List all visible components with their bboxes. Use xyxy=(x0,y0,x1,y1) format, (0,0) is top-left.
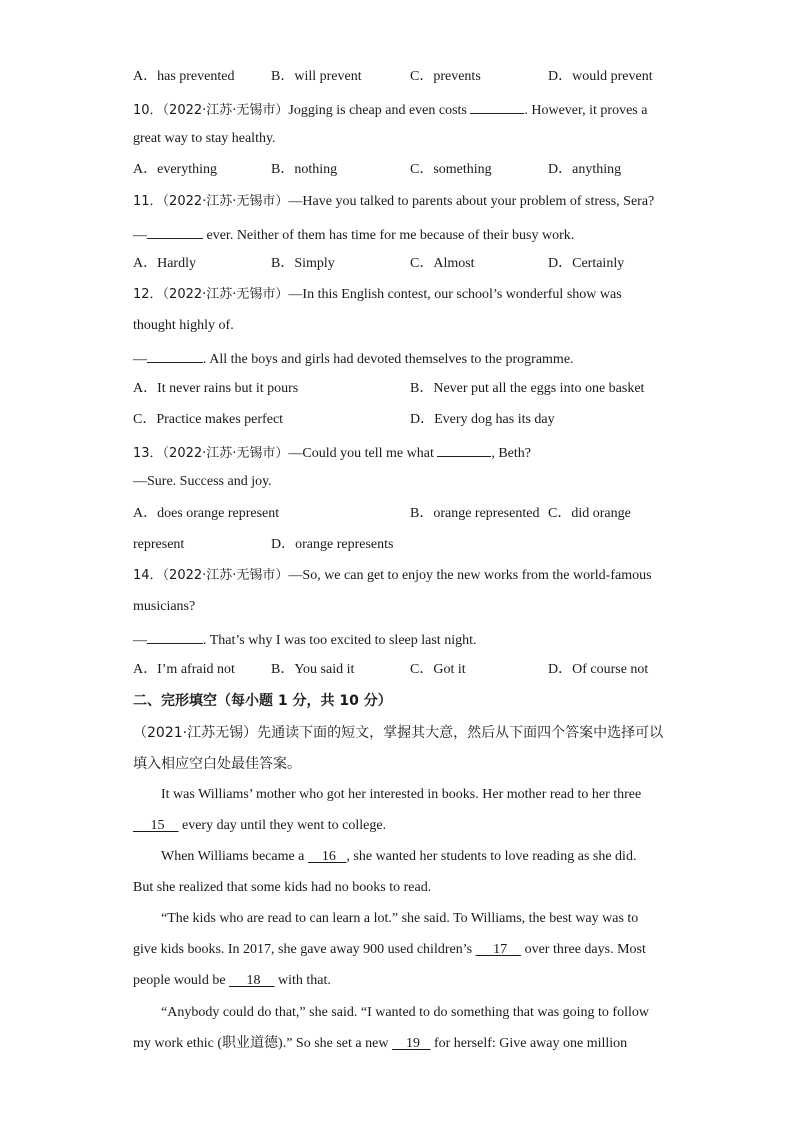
q13-answer-line: —Sure. Success and joy. xyxy=(133,474,272,489)
q13-option-b[interactable]: B．orange represented xyxy=(410,506,540,521)
q10-text-1: Jogging is cheap and even costs xyxy=(288,103,467,118)
q12-blank[interactable] xyxy=(147,348,203,363)
q13-source: 13．（2022·江苏·无锡市） xyxy=(133,446,289,461)
passage-line-1: It was Williams’ mother who got her interested in books. Her mother read to her three xyxy=(161,787,642,802)
blank-17[interactable]: 17 xyxy=(493,942,508,957)
q14-option-a[interactable]: A．I’m afraid not xyxy=(133,662,235,677)
q11-dash: — xyxy=(133,228,147,243)
q12-stem-cont: thought highly of. xyxy=(133,318,234,333)
passage-line-5: “The kids who are read to can learn a lot.” she said. To Williams, the best way was to xyxy=(161,911,639,926)
q13-option-c[interactable]: C．did orange xyxy=(548,506,631,521)
q9-option-c[interactable]: C．prevents xyxy=(410,69,481,84)
q12-answer-line xyxy=(133,348,663,369)
q11-option-b[interactable]: B．Simply xyxy=(271,256,335,271)
passage-line-4: But she realized that some kids had no books to read. xyxy=(133,880,432,895)
q14-source: 14．（2022·江苏·无锡市） xyxy=(133,568,289,583)
blank-16[interactable]: 16 xyxy=(321,849,336,864)
q10-option-a[interactable]: A．everything xyxy=(133,162,217,177)
passage-line-3 xyxy=(161,848,661,866)
q13-text-2: , Beth? xyxy=(491,446,531,461)
q13-option-a[interactable]: A．does orange represent xyxy=(133,506,280,521)
passage-line-6-text-b: over three days. Most xyxy=(521,942,646,957)
q14-answer-line xyxy=(133,629,663,650)
q10-option-c[interactable]: C．something xyxy=(410,162,492,177)
q12-option-a[interactable]: A．It never rains but it pours xyxy=(133,381,299,396)
q14-option-d[interactable]: D．Of course not xyxy=(548,662,649,677)
q10-option-b[interactable]: B．nothing xyxy=(271,162,338,177)
q12-source: 12．（2022·江苏·无锡市） xyxy=(133,287,289,302)
q9-option-d[interactable]: D．would prevent xyxy=(548,69,653,84)
q11-option-d[interactable]: D．Certainly xyxy=(548,256,625,271)
q11-stem xyxy=(133,193,663,211)
passage-line-7-text-b: with that. xyxy=(274,973,331,988)
passage-line-7 xyxy=(133,972,663,990)
q14-option-b[interactable]: B．You said it xyxy=(271,662,355,677)
q12-text-3: . All the boys and girls had devoted themselves to the programme. xyxy=(203,352,574,367)
q14-option-c[interactable]: C．Got it xyxy=(410,662,466,677)
blank-18[interactable]: 18 xyxy=(246,973,261,988)
passage-line-2 xyxy=(133,817,663,835)
q14-text-1: —So, we can get to enjoy the new works from the world-famous xyxy=(288,568,652,583)
q10-stem-cont: great way to stay healthy. xyxy=(133,131,276,146)
q14-text-3: . That’s why I was too excited to sleep last night. xyxy=(203,633,477,648)
q14-blank[interactable] xyxy=(147,629,203,644)
q9-option-b[interactable]: B．will prevent xyxy=(271,69,362,84)
q12-dash: — xyxy=(133,352,147,367)
q11-answer-line xyxy=(133,224,663,245)
passage-line-6 xyxy=(133,941,663,959)
q11-option-a[interactable]: A．Hardly xyxy=(133,256,196,271)
q10-blank[interactable] xyxy=(470,99,524,114)
q11-text-1: —Have you talked to parents about your problem of stress, Sera? xyxy=(288,194,655,209)
blank-15[interactable]: 15 xyxy=(150,818,165,833)
q10-text-2: . However, it proves a xyxy=(524,103,648,118)
passage-line-6-text: give kids books. In 2017, she gave away 900 used children’s xyxy=(133,942,476,957)
passage-line-9-text: my work ethic (职业道德).” So she set a new xyxy=(133,1036,392,1051)
q13-blank[interactable] xyxy=(437,442,491,457)
q13-option-d[interactable]: D．orange represents xyxy=(271,537,394,552)
q12-option-b[interactable]: B．Never put all the eggs into one basket xyxy=(410,381,645,396)
q13-option-c-cont[interactable]: represent xyxy=(133,537,185,552)
passage-line-9-text-b: for herself: Give away one million xyxy=(430,1036,628,1051)
q10-option-d[interactable]: D．anything xyxy=(548,162,622,177)
passage-line-3-text-b: , she wanted her students to love reading as she did. xyxy=(346,849,637,864)
section-heading: 二、完形填空（每小题 1 分，共 10 分） xyxy=(133,693,392,709)
q9-option-a[interactable]: A．has prevented xyxy=(133,69,235,84)
q11-option-c[interactable]: C．Almost xyxy=(410,256,475,271)
q12-stem xyxy=(133,286,663,304)
q10-source: 10．（2022·江苏·无锡市） xyxy=(133,103,289,118)
blank-19[interactable]: 19 xyxy=(405,1036,420,1051)
passage-line-7-text: people would be xyxy=(133,973,230,988)
q10-stem xyxy=(133,99,663,120)
q11-blank[interactable] xyxy=(147,224,203,239)
passage-line-2-text: every day until they went to college. xyxy=(178,818,387,833)
q14-stem-cont: musicians? xyxy=(133,599,196,614)
q11-source: 11．（2022·江苏·无锡市） xyxy=(133,194,289,209)
q12-text-1: —In this English contest, our school’s wonderful show was xyxy=(288,287,622,302)
section-instructions-2: 填入相应空白处最佳答案。 xyxy=(133,756,301,772)
passage-line-3-text: When Williams became a xyxy=(161,849,308,864)
q14-stem xyxy=(133,567,663,585)
q14-dash: — xyxy=(133,633,147,648)
q13-text-1: —Could you tell me what xyxy=(288,446,434,461)
section-instructions-1: （2021·江苏无锡）先通读下面的短文，掌握其大意，然后从下面四个答案中选择可以 xyxy=(133,725,664,741)
passage-line-9 xyxy=(133,1035,663,1053)
q11-text-2: ever. Neither of them has time for me because of their busy work. xyxy=(203,228,575,243)
q12-option-d[interactable]: D．Every dog has its day xyxy=(410,412,555,427)
passage-line-8: “Anybody could do that,” she said. “I wanted to do something that was going to follow xyxy=(161,1005,649,1020)
q12-option-c[interactable]: C．Practice makes perfect xyxy=(133,412,284,427)
q13-stem xyxy=(133,442,663,463)
